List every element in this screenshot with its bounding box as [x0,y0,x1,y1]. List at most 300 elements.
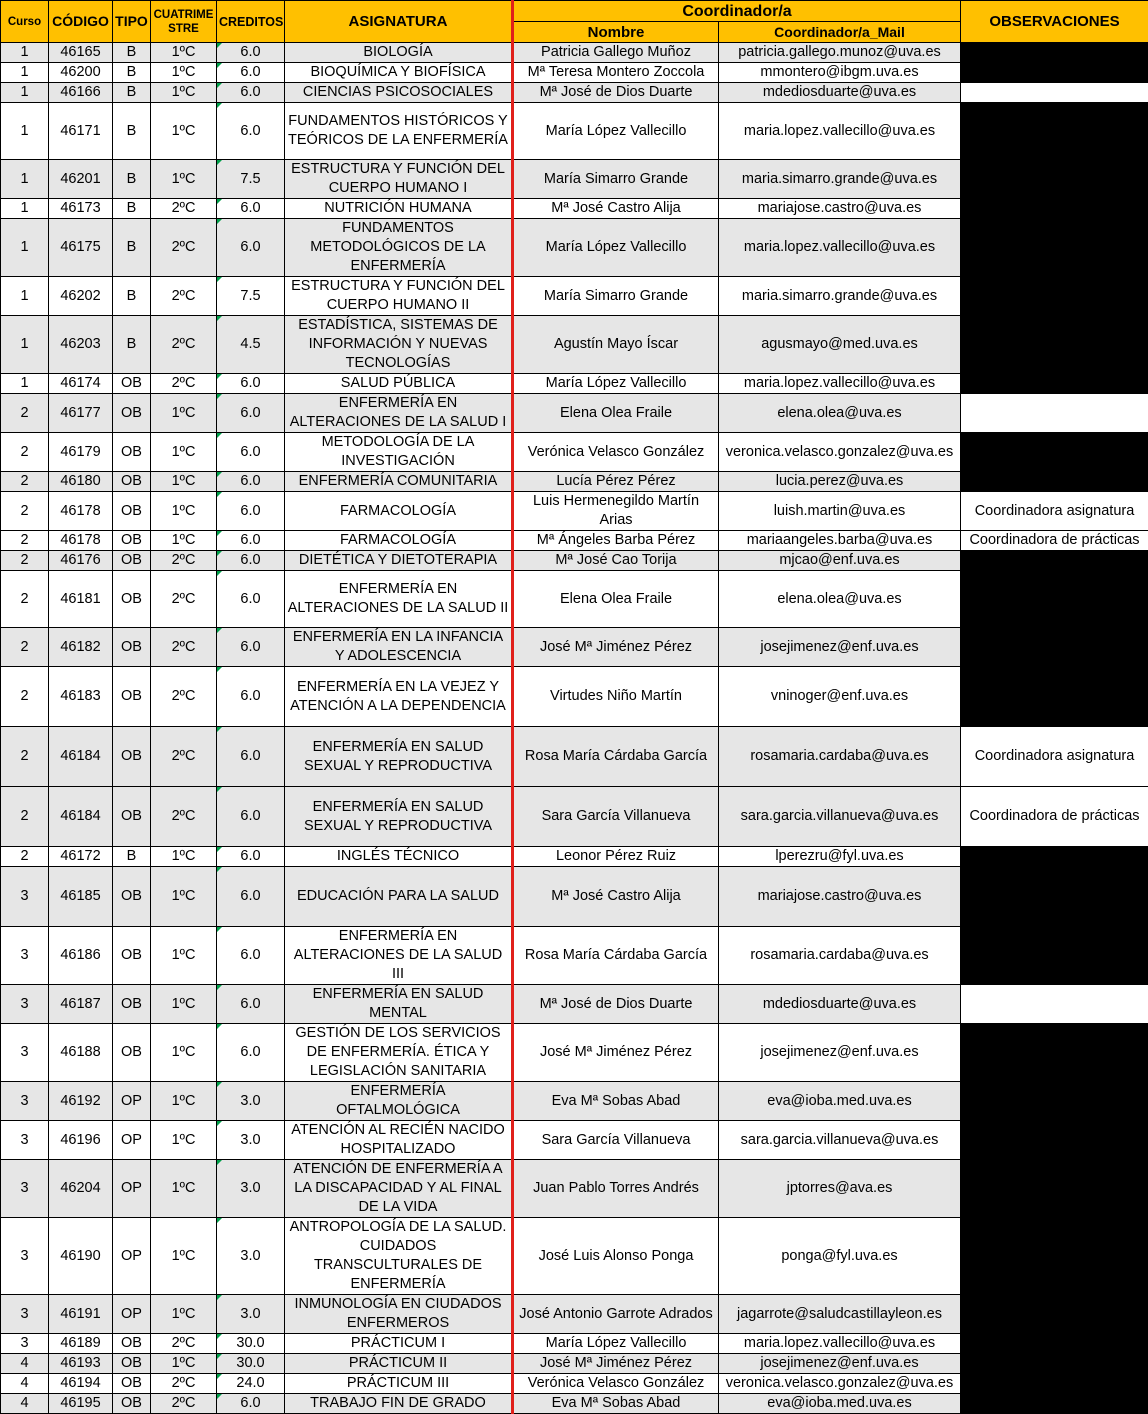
cell-asignatura[interactable]: ENFERMERÍA EN LA INFANCIA Y ADOLESCENCIA [285,628,513,667]
cell-curso[interactable]: 3 [1,1121,49,1160]
cell-codigo[interactable]: 46200 [49,63,113,83]
cell-cuatrimestre[interactable]: 1ºC [151,867,217,927]
table-row[interactable] [1,927,1148,985]
table-row[interactable] [1,433,1148,472]
header-creditos[interactable]: CREDITOS [217,1,285,43]
cell-coordinador-mail[interactable]: mmontero@ibgm.uva.es [719,63,961,83]
cell-curso[interactable]: 4 [1,1374,49,1394]
cell-coordinador-mail[interactable]: maria.lopez.vallecillo@uva.es [719,103,961,160]
cell-coordinador-nombre[interactable]: Juan Pablo Torres Andrés [513,1160,719,1218]
cell-coordinador-nombre[interactable]: Rosa María Cárdaba García [513,927,719,985]
cell-cuatrimestre[interactable]: 1ºC [151,492,217,531]
cell-asignatura[interactable]: ENFERMERÍA EN ALTERACIONES DE LA SALUD I [285,394,513,433]
cell-creditos[interactable]: 6.0 [217,43,285,63]
cell-observaciones[interactable] [961,1334,1148,1354]
cell-codigo[interactable]: 46202 [49,277,113,316]
cell-cuatrimestre[interactable]: 2ºC [151,374,217,394]
cell-coordinador-nombre[interactable]: María Simarro Grande [513,277,719,316]
cell-tipo[interactable]: B [113,43,151,63]
cell-asignatura[interactable]: CIENCIAS PSICOSOCIALES [285,83,513,103]
cell-tipo[interactable]: OB [113,787,151,847]
cell-observaciones[interactable] [961,1295,1148,1334]
cell-cuatrimestre[interactable]: 1ºC [151,531,217,551]
cell-codigo[interactable]: 46172 [49,847,113,867]
cell-coordinador-mail[interactable]: rosamaria.cardaba@uva.es [719,927,961,985]
cell-coordinador-nombre[interactable]: Virtudes Niño Martín [513,667,719,727]
cell-coordinador-mail[interactable]: patricia.gallego.munoz@uva.es [719,43,961,63]
cell-creditos[interactable]: 6.0 [217,492,285,531]
cell-coordinador-nombre[interactable]: Luis Hermenegildo Martín Arias [513,492,719,531]
cell-observaciones[interactable] [961,1218,1148,1295]
cell-coordinador-nombre[interactable]: Elena Olea Fraile [513,571,719,628]
cell-asignatura[interactable]: ATENCIÓN DE ENFERMERÍA A LA DISCAPACIDAD Y AL FINAL DE LA VIDA [285,1160,513,1218]
cell-cuatrimestre[interactable]: 1ºC [151,1121,217,1160]
cell-creditos[interactable]: 3.0 [217,1295,285,1334]
cell-asignatura[interactable]: DIETÉTICA Y DIETOTERAPIA [285,551,513,571]
cell-tipo[interactable]: OP [113,1295,151,1334]
cell-coordinador-mail[interactable]: agusmayo@med.uva.es [719,316,961,374]
cell-observaciones[interactable] [961,847,1148,867]
cell-tipo[interactable]: OB [113,551,151,571]
cell-creditos[interactable]: 6.0 [217,985,285,1024]
cell-observaciones[interactable] [961,985,1148,1024]
cell-coordinador-mail[interactable]: mariajose.castro@uva.es [719,867,961,927]
cell-codigo[interactable]: 46173 [49,199,113,219]
cell-coordinador-mail[interactable]: maria.simarro.grande@uva.es [719,277,961,316]
cell-observaciones[interactable] [961,277,1148,316]
cell-coordinador-nombre[interactable]: José Mª Jiménez Pérez [513,1024,719,1082]
cell-curso[interactable]: 1 [1,219,49,277]
cell-codigo[interactable]: 46190 [49,1218,113,1295]
cell-cuatrimestre[interactable]: 1ºC [151,927,217,985]
cell-codigo[interactable]: 46175 [49,219,113,277]
cell-asignatura[interactable]: ENFERMERÍA EN SALUD SEXUAL Y REPRODUCTIVA [285,727,513,787]
cell-cuatrimestre[interactable]: 2ºC [151,1334,217,1354]
cell-creditos[interactable]: 6.0 [217,867,285,927]
cell-asignatura[interactable]: METODOLOGÍA DE LA INVESTIGACIÓN [285,433,513,472]
cell-creditos[interactable]: 7.5 [217,277,285,316]
cell-codigo[interactable]: 46174 [49,374,113,394]
cell-coordinador-mail[interactable]: mariajose.castro@uva.es [719,199,961,219]
cell-tipo[interactable]: OB [113,1334,151,1354]
cell-coordinador-nombre[interactable]: Lucía Pérez Pérez [513,472,719,492]
cell-tipo[interactable]: B [113,219,151,277]
cell-curso[interactable]: 2 [1,571,49,628]
cell-curso[interactable]: 1 [1,199,49,219]
cell-cuatrimestre[interactable]: 1ºC [151,43,217,63]
cell-asignatura[interactable]: EDUCACIÓN PARA LA SALUD [285,867,513,927]
cell-tipo[interactable]: OB [113,531,151,551]
cell-creditos[interactable]: 6.0 [217,847,285,867]
table-row[interactable] [1,472,1148,492]
table-row[interactable] [1,847,1148,867]
cell-tipo[interactable]: B [113,160,151,199]
cell-curso[interactable]: 2 [1,472,49,492]
cell-coordinador-mail[interactable]: maria.lopez.vallecillo@uva.es [719,219,961,277]
cell-asignatura[interactable]: ENFERMERÍA COMUNITARIA [285,472,513,492]
cell-tipo[interactable]: OB [113,394,151,433]
cell-codigo[interactable]: 46192 [49,1082,113,1121]
cell-coordinador-mail[interactable]: maria.lopez.vallecillo@uva.es [719,374,961,394]
cell-asignatura[interactable]: PRÁCTICUM II [285,1354,513,1374]
cell-coordinador-nombre[interactable]: Sara García Villanueva [513,787,719,847]
cell-tipo[interactable]: B [113,847,151,867]
cell-observaciones[interactable] [961,571,1148,628]
cell-coordinador-nombre[interactable]: José Antonio Garrote Adrados [513,1295,719,1334]
cell-asignatura[interactable]: ESTRUCTURA Y FUNCIÓN DEL CUERPO HUMANO I [285,160,513,199]
cell-codigo[interactable]: 46178 [49,531,113,551]
cell-coordinador-nombre[interactable]: Eva Mª Sobas Abad [513,1082,719,1121]
cell-codigo[interactable]: 46204 [49,1160,113,1218]
cell-observaciones[interactable] [961,472,1148,492]
cell-tipo[interactable]: OB [113,492,151,531]
cell-curso[interactable]: 2 [1,394,49,433]
cell-creditos[interactable]: 3.0 [217,1082,285,1121]
cell-cuatrimestre[interactable]: 2ºC [151,727,217,787]
cell-coordinador-nombre[interactable]: Verónica Velasco González [513,1374,719,1394]
cell-codigo[interactable]: 46165 [49,43,113,63]
cell-cuatrimestre[interactable]: 1ºC [151,1082,217,1121]
cell-asignatura[interactable]: NUTRICIÓN HUMANA [285,199,513,219]
cell-observaciones[interactable] [961,1024,1148,1082]
table-row[interactable] [1,667,1148,727]
cell-creditos[interactable]: 6.0 [217,727,285,787]
cell-coordinador-mail[interactable]: maria.simarro.grande@uva.es [719,160,961,199]
cell-coordinador-nombre[interactable]: Leonor Pérez Ruiz [513,847,719,867]
cell-cuatrimestre[interactable]: 1ºC [151,1354,217,1374]
cell-codigo[interactable]: 46182 [49,628,113,667]
cell-coordinador-nombre[interactable]: Rosa María Cárdaba García [513,727,719,787]
cell-curso[interactable]: 3 [1,1082,49,1121]
cell-curso[interactable]: 1 [1,83,49,103]
cell-observaciones[interactable] [961,63,1148,83]
cell-creditos[interactable]: 6.0 [217,571,285,628]
cell-codigo[interactable]: 46181 [49,571,113,628]
cell-creditos[interactable]: 6.0 [217,1394,285,1414]
table-row[interactable] [1,1354,1148,1374]
cell-codigo[interactable]: 46201 [49,160,113,199]
cell-curso[interactable]: 4 [1,1394,49,1414]
cell-coordinador-nombre[interactable]: María Simarro Grande [513,160,719,199]
cell-coordinador-mail[interactable]: mdediosduarte@uva.es [719,985,961,1024]
cell-curso[interactable]: 2 [1,667,49,727]
table-row[interactable] [1,531,1148,551]
table-row[interactable] [1,787,1148,847]
cell-coordinador-mail[interactable]: josejimenez@enf.uva.es [719,1354,961,1374]
cell-cuatrimestre[interactable]: 1ºC [151,433,217,472]
cell-asignatura[interactable]: BIOLOGÍA [285,43,513,63]
cell-codigo[interactable]: 46177 [49,394,113,433]
cell-coordinador-mail[interactable]: josejimenez@enf.uva.es [719,628,961,667]
cell-curso[interactable]: 3 [1,927,49,985]
table-row[interactable] [1,1160,1148,1218]
cell-cuatrimestre[interactable]: 1ºC [151,1160,217,1218]
header-codigo[interactable]: CÓDIGO [49,1,113,43]
cell-observaciones[interactable] [961,199,1148,219]
table-row[interactable] [1,867,1148,927]
cell-curso[interactable]: 4 [1,1354,49,1374]
cell-creditos[interactable]: 6.0 [217,83,285,103]
cell-curso[interactable]: 1 [1,103,49,160]
cell-coordinador-mail[interactable]: rosamaria.cardaba@uva.es [719,727,961,787]
table-row[interactable] [1,571,1148,628]
cell-asignatura[interactable]: PRÁCTICUM I [285,1334,513,1354]
cell-curso[interactable]: 3 [1,1218,49,1295]
cell-coordinador-mail[interactable]: veronica.velasco.gonzalez@uva.es [719,433,961,472]
cell-cuatrimestre[interactable]: 1ºC [151,1295,217,1334]
cell-creditos[interactable]: 6.0 [217,472,285,492]
cell-tipo[interactable]: OP [113,1160,151,1218]
cell-codigo[interactable]: 46185 [49,867,113,927]
cell-observaciones[interactable] [961,1354,1148,1374]
table-row[interactable] [1,1394,1148,1414]
cell-tipo[interactable]: OP [113,1121,151,1160]
cell-coordinador-mail[interactable]: elena.olea@uva.es [719,394,961,433]
cell-codigo[interactable]: 46166 [49,83,113,103]
cell-codigo[interactable]: 46189 [49,1334,113,1354]
cell-cuatrimestre[interactable]: 2ºC [151,1394,217,1414]
cell-observaciones[interactable] [961,1160,1148,1218]
cell-asignatura[interactable]: GESTIÓN DE LOS SERVICIOS DE ENFERMERÍA. ÉTICA Y LEGISLACIÓN SANITARIA [285,1024,513,1082]
cell-asignatura[interactable]: BIOQUÍMICA Y BIOFÍSICA [285,63,513,83]
cell-coordinador-nombre[interactable]: Mª José de Dios Duarte [513,985,719,1024]
cell-coordinador-mail[interactable]: josejimenez@enf.uva.es [719,1024,961,1082]
cell-asignatura[interactable]: PRÁCTICUM III [285,1374,513,1394]
cell-curso[interactable]: 3 [1,867,49,927]
cell-creditos[interactable]: 24.0 [217,1374,285,1394]
cell-asignatura[interactable]: ENFERMERÍA EN ALTERACIONES DE LA SALUD III [285,927,513,985]
cell-coordinador-nombre[interactable]: José Luis Alonso Ponga [513,1218,719,1295]
cell-observaciones[interactable]: Coordinadora de prácticas [961,531,1148,551]
cell-creditos[interactable]: 6.0 [217,551,285,571]
cell-cuatrimestre[interactable]: 1ºC [151,63,217,83]
cell-curso[interactable]: 2 [1,847,49,867]
cell-asignatura[interactable]: ESTADÍSTICA, SISTEMAS DE INFORMACIÓN Y NUEVAS TECNOLOGÍAS [285,316,513,374]
cell-asignatura[interactable]: ENFERMERÍA EN LA VEJEZ Y ATENCIÓN A LA DEPENDENCIA [285,667,513,727]
cell-tipo[interactable]: OB [113,1374,151,1394]
cell-codigo[interactable]: 46194 [49,1374,113,1394]
cell-coordinador-nombre[interactable]: José Mª Jiménez Pérez [513,1354,719,1374]
cell-codigo[interactable]: 46191 [49,1295,113,1334]
cell-codigo[interactable]: 46196 [49,1121,113,1160]
cell-observaciones[interactable]: Coordinadora asignatura [961,727,1148,787]
cell-coordinador-nombre[interactable]: Mª José Cao Torija [513,551,719,571]
cell-tipo[interactable]: OB [113,433,151,472]
cell-coordinador-nombre[interactable]: Patricia Gallego Muñoz [513,43,719,63]
cell-coordinador-mail[interactable]: luish.martin@uva.es [719,492,961,531]
table-row[interactable] [1,1024,1148,1082]
cell-curso[interactable]: 2 [1,628,49,667]
cell-observaciones[interactable] [961,551,1148,571]
cell-coordinador-nombre[interactable]: María López Vallecillo [513,1334,719,1354]
cell-curso[interactable]: 2 [1,787,49,847]
cell-codigo[interactable]: 46171 [49,103,113,160]
cell-coordinador-mail[interactable]: jptorres@ava.es [719,1160,961,1218]
cell-tipo[interactable]: OP [113,1218,151,1295]
cell-cuatrimestre[interactable]: 1ºC [151,394,217,433]
cell-observaciones[interactable] [961,1394,1148,1414]
cell-cuatrimestre[interactable]: 2ºC [151,219,217,277]
cell-coordinador-nombre[interactable]: María López Vallecillo [513,374,719,394]
cell-coordinador-mail[interactable]: eva@ioba.med.uva.es [719,1394,961,1414]
cell-curso[interactable]: 1 [1,277,49,316]
cell-tipo[interactable]: B [113,103,151,160]
cell-tipo[interactable]: OB [113,667,151,727]
cell-cuatrimestre[interactable]: 2ºC [151,277,217,316]
cell-curso[interactable]: 2 [1,492,49,531]
cell-curso[interactable]: 1 [1,374,49,394]
cell-asignatura[interactable]: ENFERMERÍA EN SALUD MENTAL [285,985,513,1024]
cell-codigo[interactable]: 46203 [49,316,113,374]
cell-tipo[interactable]: OB [113,1024,151,1082]
cell-observaciones[interactable] [961,1082,1148,1121]
cell-codigo[interactable]: 46176 [49,551,113,571]
cell-cuatrimestre[interactable]: 2ºC [151,667,217,727]
cell-tipo[interactable]: B [113,83,151,103]
table-row[interactable] [1,219,1148,277]
cell-cuatrimestre[interactable]: 1ºC [151,83,217,103]
cell-codigo[interactable]: 46184 [49,787,113,847]
table-row[interactable] [1,492,1148,531]
cell-asignatura[interactable]: FUNDAMENTOS METODOLÓGICOS DE LA ENFERMERÍA [285,219,513,277]
cell-observaciones[interactable] [961,667,1148,727]
cell-curso[interactable]: 2 [1,531,49,551]
cell-creditos[interactable]: 6.0 [217,199,285,219]
cell-cuatrimestre[interactable]: 1ºC [151,1218,217,1295]
cell-curso[interactable]: 3 [1,1334,49,1354]
cell-observaciones[interactable] [961,927,1148,985]
cell-creditos[interactable]: 6.0 [217,531,285,551]
cell-tipo[interactable]: OB [113,374,151,394]
cell-codigo[interactable]: 46188 [49,1024,113,1082]
cell-asignatura[interactable]: FARMACOLOGÍA [285,492,513,531]
table-row[interactable] [1,1295,1148,1334]
cell-codigo[interactable]: 46184 [49,727,113,787]
table-row[interactable] [1,199,1148,219]
cell-cuatrimestre[interactable]: 1ºC [151,472,217,492]
cell-asignatura[interactable]: TRABAJO FIN DE GRADO [285,1394,513,1414]
cell-coordinador-nombre[interactable]: María López Vallecillo [513,103,719,160]
cell-coordinador-mail[interactable]: maria.lopez.vallecillo@uva.es [719,1334,961,1354]
cell-curso[interactable]: 1 [1,43,49,63]
cell-cuatrimestre[interactable]: 1ºC [151,985,217,1024]
cell-coordinador-mail[interactable]: mdediosduarte@uva.es [719,83,961,103]
cell-tipo[interactable]: OB [113,985,151,1024]
cell-cuatrimestre[interactable]: 2ºC [151,551,217,571]
cell-observaciones[interactable] [961,374,1148,394]
cell-coordinador-nombre[interactable]: José Mª Jiménez Pérez [513,628,719,667]
cell-coordinador-nombre[interactable]: Sara García Villanueva [513,1121,719,1160]
cell-cuatrimestre[interactable]: 2ºC [151,571,217,628]
cell-cuatrimestre[interactable]: 2ºC [151,1374,217,1394]
cell-asignatura[interactable]: FUNDAMENTOS HISTÓRICOS Y TEÓRICOS DE LA ENFERMERÍA [285,103,513,160]
cell-coordinador-nombre[interactable]: Elena Olea Fraile [513,394,719,433]
cell-coordinador-mail[interactable]: jagarrote@saludcastillayleon.es [719,1295,961,1334]
cell-curso[interactable]: 2 [1,727,49,787]
cell-tipo[interactable]: OB [113,472,151,492]
cell-cuatrimestre[interactable]: 1ºC [151,160,217,199]
cell-asignatura[interactable]: FARMACOLOGÍA [285,531,513,551]
cell-creditos[interactable]: 7.5 [217,160,285,199]
cell-curso[interactable]: 3 [1,1160,49,1218]
cell-coordinador-mail[interactable]: sara.garcia.villanueva@uva.es [719,787,961,847]
cell-coordinador-mail[interactable]: lperezru@fyl.uva.es [719,847,961,867]
cell-codigo[interactable]: 46186 [49,927,113,985]
cell-cuatrimestre[interactable]: 2ºC [151,199,217,219]
cell-creditos[interactable]: 4.5 [217,316,285,374]
cell-coordinador-nombre[interactable]: Mª Ángeles Barba Pérez [513,531,719,551]
cell-coordinador-mail[interactable]: veronica.velasco.gonzalez@uva.es [719,1374,961,1394]
cell-codigo[interactable]: 46187 [49,985,113,1024]
cell-asignatura[interactable]: INGLÉS TÉCNICO [285,847,513,867]
header-tipo[interactable]: TIPO [113,1,151,43]
header-coordinador[interactable]: Coordinador/a [513,1,961,22]
table-row[interactable] [1,1121,1148,1160]
table-row[interactable] [1,985,1148,1024]
table-row[interactable] [1,43,1148,63]
cell-codigo[interactable]: 46179 [49,433,113,472]
cell-coordinador-mail[interactable]: mjcao@enf.uva.es [719,551,961,571]
header-mail[interactable]: Coordinador/a_Mail [719,22,961,43]
table-row[interactable] [1,103,1148,160]
cell-coordinador-mail[interactable]: elena.olea@uva.es [719,571,961,628]
cell-coordinador-nombre[interactable]: Mª José de Dios Duarte [513,83,719,103]
cell-coordinador-nombre[interactable]: Agustín Mayo Íscar [513,316,719,374]
cell-creditos[interactable]: 6.0 [217,787,285,847]
cell-tipo[interactable]: OB [113,1394,151,1414]
cell-observaciones[interactable] [961,394,1148,433]
cell-codigo[interactable]: 46183 [49,667,113,727]
cell-coordinador-mail[interactable]: mariaangeles.barba@uva.es [719,531,961,551]
cell-coordinador-nombre[interactable]: Mª José Castro Alija [513,199,719,219]
cell-creditos[interactable]: 6.0 [217,103,285,160]
cell-asignatura[interactable]: ENFERMERÍA EN ALTERACIONES DE LA SALUD II [285,571,513,628]
cell-creditos[interactable]: 6.0 [217,628,285,667]
cell-creditos[interactable]: 6.0 [217,374,285,394]
cell-cuatrimestre[interactable]: 1ºC [151,847,217,867]
cell-creditos[interactable]: 6.0 [217,219,285,277]
cell-creditos[interactable]: 6.0 [217,433,285,472]
cell-asignatura[interactable]: ATENCIÓN AL RECIÉN NACIDO HOSPITALIZADO [285,1121,513,1160]
table-row[interactable] [1,316,1148,374]
cell-curso[interactable]: 3 [1,1295,49,1334]
cell-observaciones[interactable] [961,867,1148,927]
cell-asignatura[interactable]: ENFERMERÍA OFTALMOLÓGICA [285,1082,513,1121]
cell-coordinador-mail[interactable]: vninoger@enf.uva.es [719,667,961,727]
cell-creditos[interactable]: 3.0 [217,1121,285,1160]
header-observaciones[interactable]: OBSERVACIONES [961,1,1148,43]
cell-coordinador-nombre[interactable]: Mª José Castro Alija [513,867,719,927]
header-asignatura[interactable]: ASIGNATURA [285,1,513,43]
table-row[interactable] [1,727,1148,787]
cell-asignatura[interactable]: ANTROPOLOGÍA DE LA SALUD. CUIDADOS TRANSCULTURALES DE ENFERMERÍA [285,1218,513,1295]
cell-observaciones[interactable] [961,316,1148,374]
cell-coordinador-mail[interactable]: ponga@fyl.uva.es [719,1218,961,1295]
cell-creditos[interactable]: 6.0 [217,667,285,727]
table-row[interactable] [1,63,1148,83]
cell-curso[interactable]: 3 [1,1024,49,1082]
cell-tipo[interactable]: B [113,199,151,219]
cell-tipo[interactable]: B [113,277,151,316]
cell-creditos[interactable]: 30.0 [217,1354,285,1374]
cell-creditos[interactable]: 6.0 [217,927,285,985]
cell-observaciones[interactable] [961,1121,1148,1160]
cell-tipo[interactable]: B [113,316,151,374]
cell-coordinador-nombre[interactable]: Eva Mª Sobas Abad [513,1394,719,1414]
cell-tipo[interactable]: OB [113,867,151,927]
header-cuatrimestre[interactable]: CUATRIME STRE [151,1,217,43]
table-row[interactable] [1,394,1148,433]
